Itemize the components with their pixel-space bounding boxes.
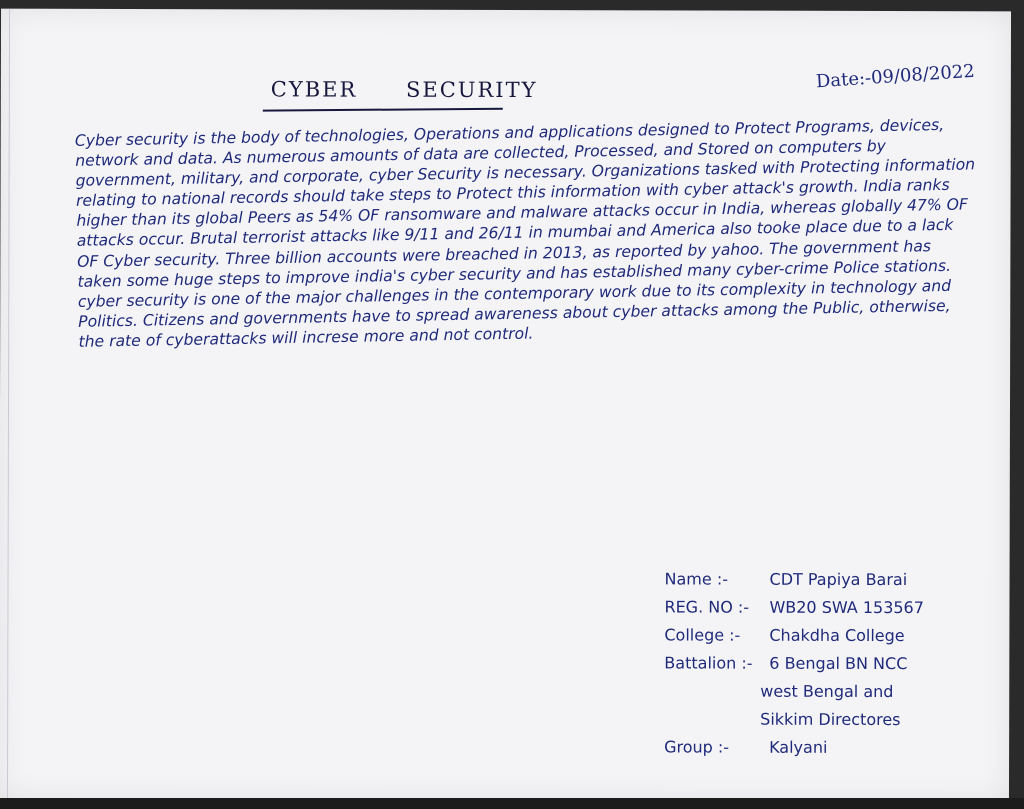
page-title: CYBER SECURITY <box>270 77 538 103</box>
date: Date:-09/08/2022 <box>815 60 976 93</box>
college-row <box>664 621 994 650</box>
battalion-value-2: west Bengal and <box>760 681 894 702</box>
signoff-block <box>664 565 995 762</box>
battalion-value-1: 6 Bengal BN NCC <box>769 653 908 674</box>
battalion-label: Battalion :- <box>664 653 753 673</box>
scan-edge <box>0 798 1024 809</box>
college-value: Chakdha College <box>769 625 905 646</box>
battalion-value-3: Sikkim Directores <box>760 709 901 730</box>
battalion-row <box>664 649 994 678</box>
college-label: College :- <box>664 625 741 645</box>
group-label: Group :- <box>664 737 730 757</box>
essay-body: Cyber security is the body of technologies, Operations and applications designed to Protect Programs, devices, network and data. As numerous amounts of data are collected, Processed, and Stored on computers by government, military, and corporate, cyber Security is necessary. Organizations tasked with Protecting information relating to national records should take steps to Protect this information with cyber attack's growth. India ranks higher than its global Peers as 54% OF ransomware and malware attacks occur in India, whereas globally 47% OF attacks occur. Brutal terrorist attacks like 9/11 and 26/11 in mumbai and America also tooke place due to a lack OF Cyber security. Three billion accounts were breached in 2013, as reported by yahoo. The government has taken some huge steps to improve india's cyber security and has established many cyber-crime Police stations. cyber security is one of the major challenges in the contemporary work due to its complexity in technology and Politics. Citizens and governments have to spread awareness about cyber attacks among the Public, otherwise, the rate of cyberattacks will increse more and not control. <box>74 115 976 351</box>
reg-value: WB20 SWA 153567 <box>769 597 924 618</box>
group-value: Kalyani <box>769 737 828 757</box>
reg-row <box>664 593 994 622</box>
margin-line <box>7 9 10 799</box>
name-value: CDT Papiya Barai <box>769 569 908 590</box>
name-row <box>665 565 995 594</box>
reg-label: REG. NO :- <box>664 597 750 617</box>
group-row <box>664 733 994 762</box>
name-label: Name :- <box>664 569 729 589</box>
title-underline <box>263 108 503 112</box>
paper-sheet <box>0 9 1011 802</box>
